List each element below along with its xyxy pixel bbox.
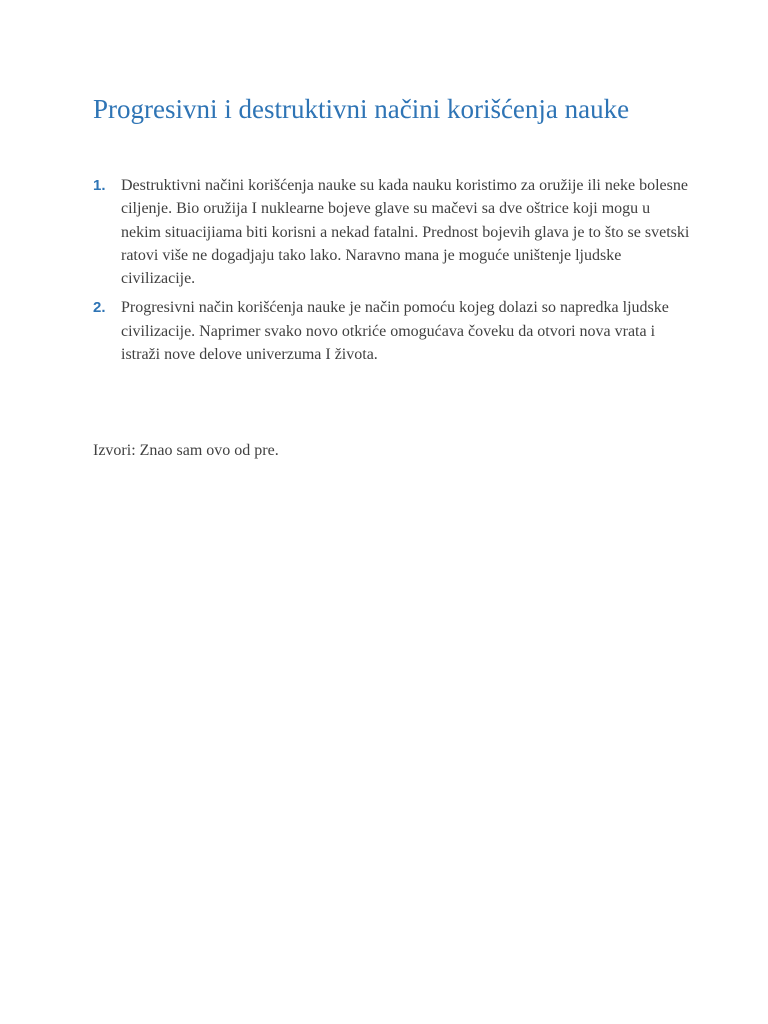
list-item-text: Destruktivni načini korišćenja nauke su kada nauku koristimo za oružije ili neke bolesne ciljenje. Bio oružija I nuklearne bojeve glave su mačevi sa dve oštrice koji mogu u nekim situacijiama biti korisni a nekad fatalni. Prednost bojevih glava je to što se svetski ratovi više ne dogadjaju tako lako. Naravno mana je moguće uništenje ljudske civilizacije. (121, 177, 690, 288)
list-item (93, 174, 693, 290)
list-item (93, 296, 693, 366)
page-title: Progresivni i destruktivni načini korišćenja nauke (93, 94, 630, 124)
sources-line: Izvori: Znao sam ovo od pre. (93, 442, 279, 459)
list-item-number: 2. (93, 299, 106, 317)
list-item-text: Progresivni način korišćenja nauke je način pomoću kojeg dolazi so napredka ljudske civilizacije. Naprimer svako novo otkriće omogućava čoveku da otvori nova vrata i istraži nove delove univerzuma I života. (121, 299, 669, 364)
list-item-number: 1. (93, 177, 106, 194)
numbered-list (93, 174, 693, 372)
